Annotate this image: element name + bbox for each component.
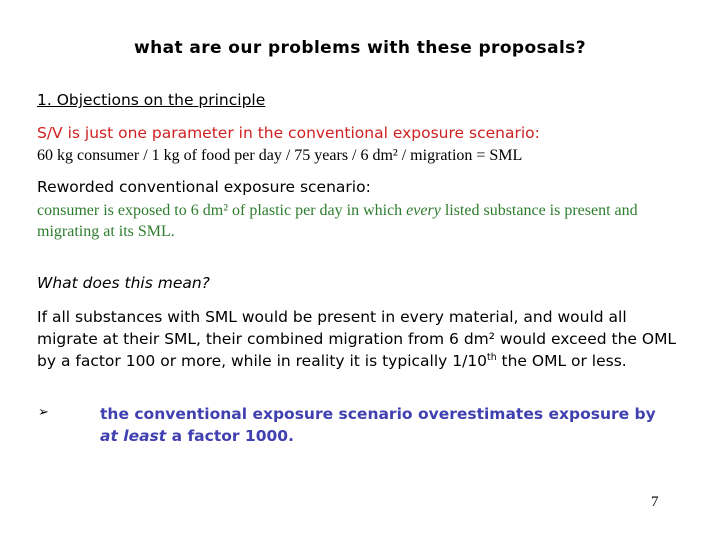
paragraph-part1: If all substances with SML would be present in every material, and would all migrate at their SML, their combined migration from 6 dm² would exceed the OML by a factor 100 or more, while in reality it is typically 1/10	[37, 308, 677, 370]
reworded-text-emphasis: every	[406, 202, 441, 219]
reworded-text-part2: listed substance is present and migrating at its SML.	[37, 202, 638, 240]
slide-title: what are our problems with these proposals?	[134, 38, 586, 58]
section-heading: 1. Objections on the principle	[37, 91, 266, 109]
conclusion-part2: a factor 1000.	[166, 427, 294, 445]
conclusion-emphasis: at least	[100, 427, 167, 445]
question-text: What does this mean?	[37, 274, 210, 292]
explanation-paragraph	[37, 306, 687, 372]
paragraph-part2: the OML or less.	[496, 352, 627, 370]
page-number: 7	[651, 494, 659, 510]
conclusion-part1: the conventional exposure scenario overestimates exposure by	[100, 405, 656, 423]
reworded-scenario-text	[37, 200, 697, 242]
arrow-bullet-icon: ➢	[38, 405, 49, 420]
formula-line: 60 kg consumer / 1 kg of food per day / 75 years / 6 dm² / migration = SML	[37, 147, 523, 164]
reworded-text-part1: consumer is exposed to 6 dm² of plastic per day in which	[37, 202, 407, 219]
red-statement: S/V is just one parameter in the conventional exposure scenario:	[37, 124, 540, 142]
reworded-heading: Reworded conventional exposure scenario:	[37, 178, 371, 196]
paragraph-superscript: th	[487, 351, 497, 363]
conclusion-text	[100, 403, 660, 447]
